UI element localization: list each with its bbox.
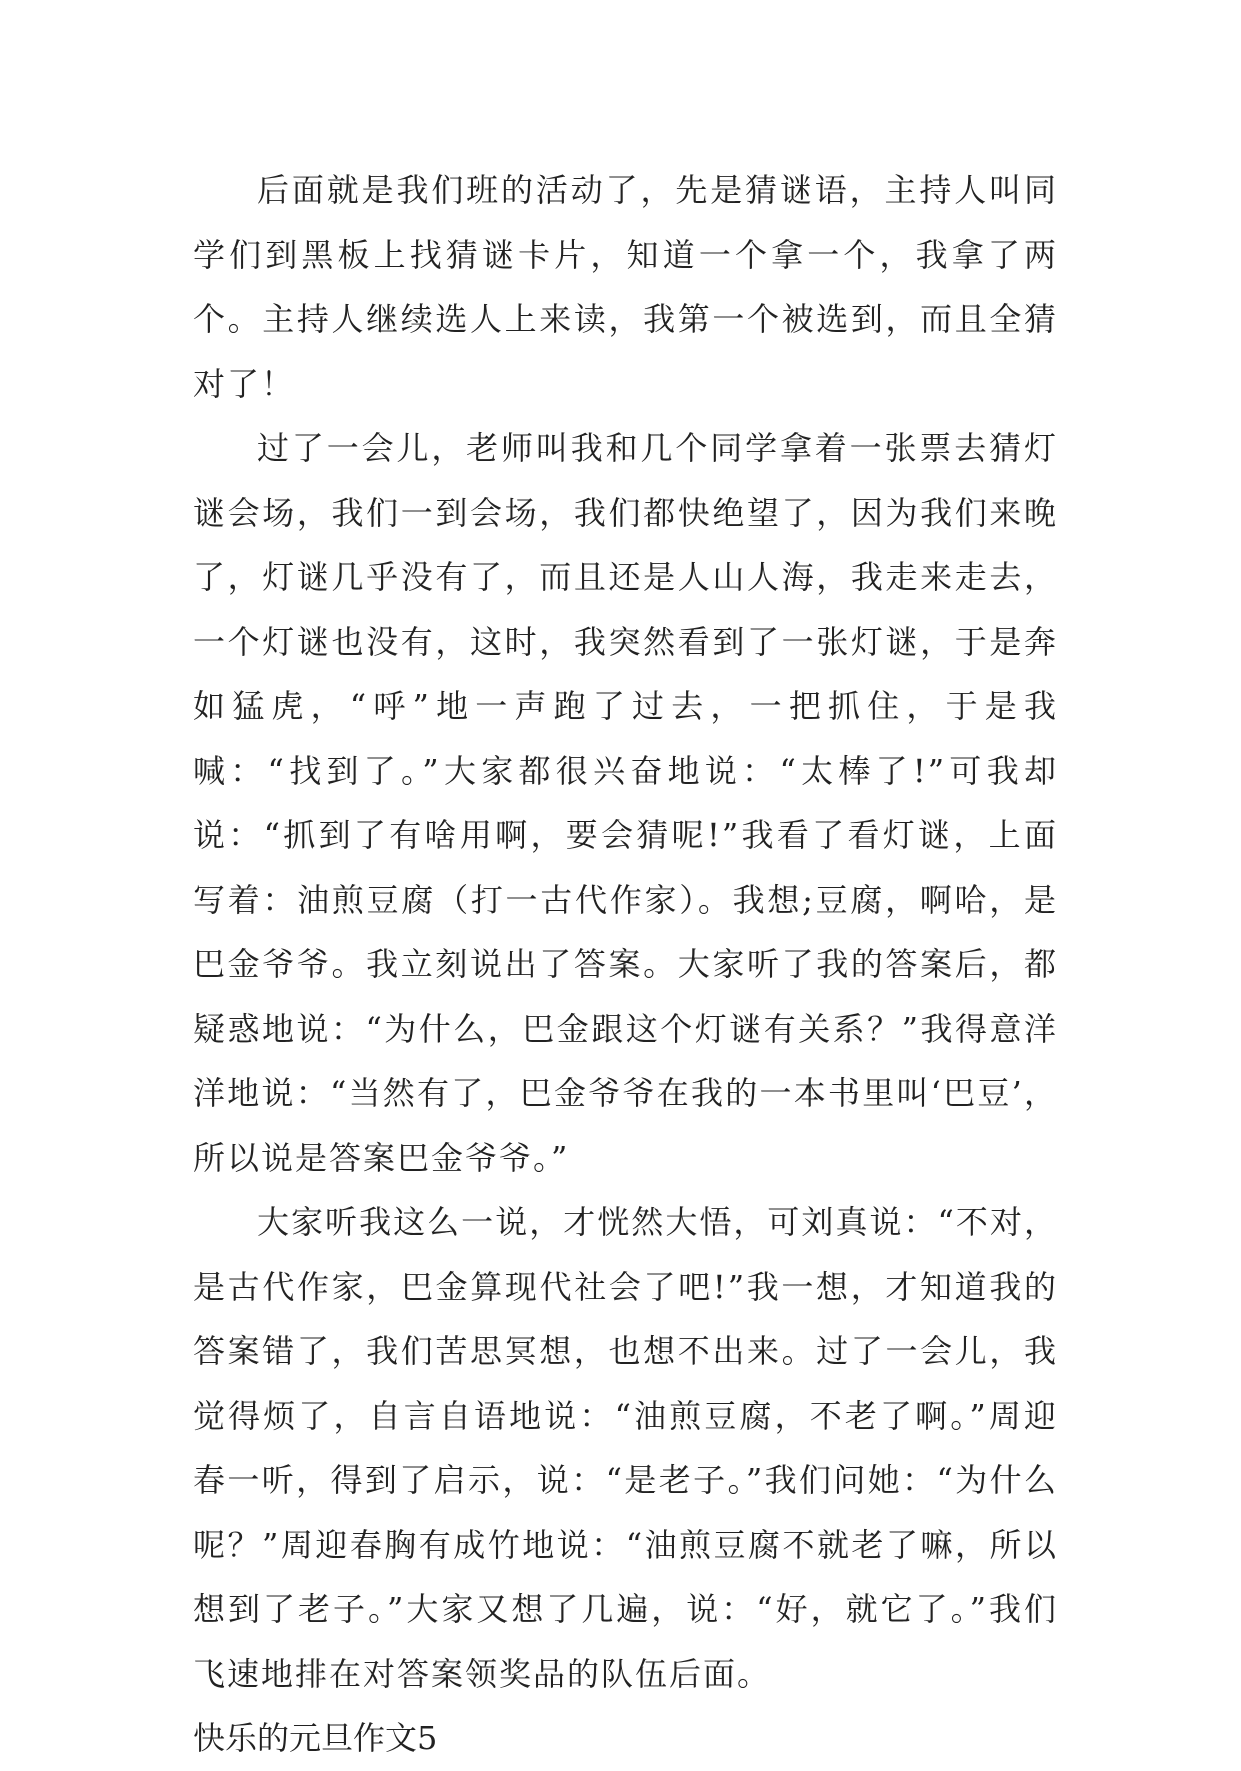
section-heading: 快乐的元旦作文5 [193, 1719, 438, 1757]
paragraph-1: 后面就是我们班的活动了，先是猜谜语，主持人叫同学们到黑板上找猜谜卡片，知道一个拿一个，我拿了两个。主持人继续选人上来读，我第一个被选到，而且全猜对了！ [193, 171, 1058, 403]
paragraph-3: 大家听我这么一说，才恍然大悟，可刘真说：“不对，是古代作家，巴金算现代社会了吧!”我一想，才知道我的答案错了，我们苦思冥想，也想不出来。过了一会儿，我觉得烦了，自言自语地说：“油煎豆腐，不老了啊。”周迎春一听，得到了启示，说：“是老子。”我们问她：“为什么呢？”周迎春胸有成竹地说：“油煎豆腐不就老了嘛，所以想到了老子。”大家又想了几遍，说：“好，就它了。”我们飞速地排在对答案领奖品的队伍后面。 [193, 1203, 1058, 1693]
document-body [193, 158, 1058, 1771]
paragraph-2: 过了一会儿，老师叫我和几个同学拿着一张票去猜灯谜会场，我们一到会场，我们都快绝望了，因为我们来晚了，灯谜几乎没有了，而且还是人山人海，我走来走去，一个灯谜也没有，这时，我突然看到了一张灯谜，于是奔如猛虎，“呼”地一声跑了过去，一把抓住，于是我喊：“找到了。”大家都很兴奋地说：“太棒了!”可我却说：“抓到了有啥用啊，要会猜呢!”我看了看灯谜，上面写着：油煎豆腐（打一古代作家）。我想;豆腐，啊哈，是巴金爷爷。我立刻说出了答案。大家听了我的答案后，都疑惑地说：“为什么，巴金跟这个灯谜有关系？”我得意洋洋地说：“当然有了，巴金爷爷在我的一本书里叫‘巴豆’，所以说是答案巴金爷爷。” [193, 429, 1058, 1177]
